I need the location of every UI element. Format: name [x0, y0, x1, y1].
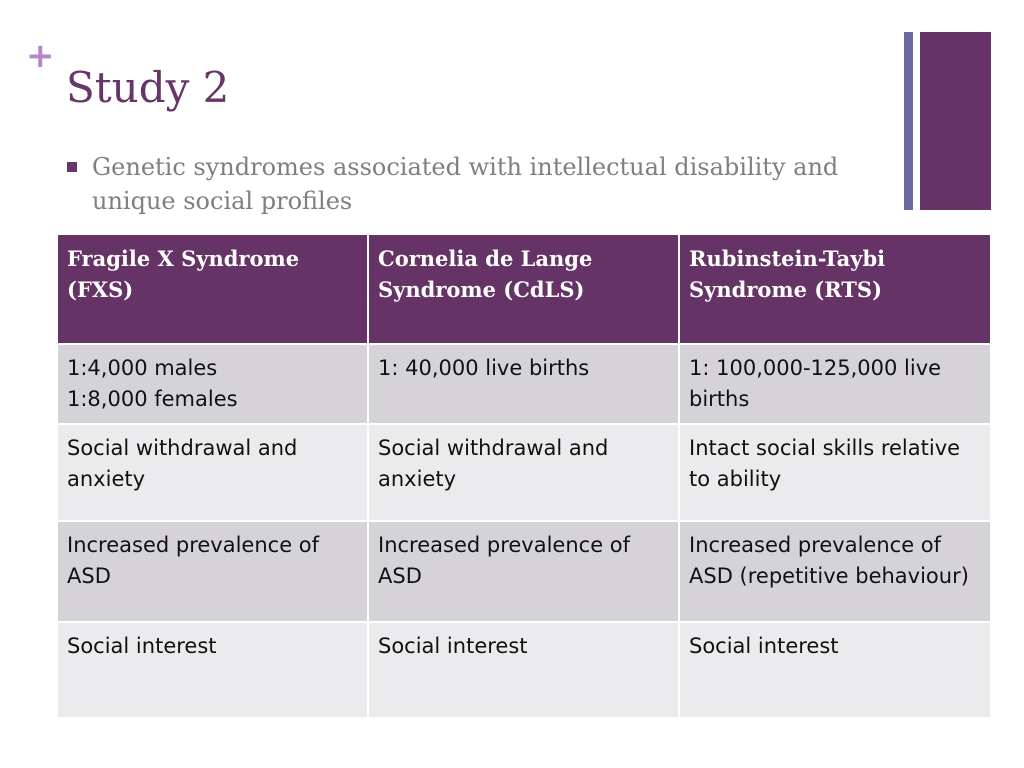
bullet-text: Genetic syndromes associated with intellectual disability and unique social profiles	[92, 153, 839, 215]
header-fxs: Fragile X Syndrome (FXS)	[57, 234, 368, 344]
bullet-item	[66, 150, 856, 218]
table-row-social-profile	[57, 424, 991, 521]
table-cell	[57, 424, 368, 521]
cell-line: 1: 40,000 live births	[378, 356, 590, 380]
decorative-bar-thick	[920, 32, 991, 210]
header-cdls: Cornelia de Lange Syndrome (CdLS)	[368, 234, 679, 344]
cell-line: Social interest	[689, 634, 839, 658]
cell-line: Increased prevalence of ASD	[378, 533, 631, 588]
table-cell	[679, 344, 991, 424]
table-cell	[679, 424, 991, 521]
table-cell	[57, 344, 368, 424]
table-row-prevalence	[57, 344, 991, 424]
decorative-bar-thin	[904, 32, 913, 210]
table-cell	[57, 622, 368, 718]
table-header-row	[57, 234, 991, 344]
table-cell	[679, 622, 991, 718]
slide-title: Study 2	[66, 63, 230, 112]
cell-line: Social interest	[378, 634, 528, 658]
cell-line: 1: 100,000-125,000 live births	[689, 356, 942, 411]
cell-line: Social withdrawal and anxiety	[67, 436, 298, 491]
cell-line: Intact social skills relative to ability	[689, 436, 961, 491]
cell-line: 1:8,000 females	[67, 387, 238, 411]
table-cell	[368, 521, 679, 622]
table-row-asd	[57, 521, 991, 622]
table-cell	[368, 344, 679, 424]
syndrome-table	[56, 233, 992, 719]
header-rts: Rubinstein-Taybi Syndrome (RTS)	[679, 234, 991, 344]
cell-line: Increased prevalence of ASD	[67, 533, 320, 588]
table-cell	[368, 622, 679, 718]
table-cell	[57, 521, 368, 622]
table-cell	[679, 521, 991, 622]
table-cell	[368, 424, 679, 521]
cell-line: Social interest	[67, 634, 217, 658]
table-row-social-interest	[57, 622, 991, 718]
square-bullet-icon	[67, 162, 77, 172]
cell-line: Increased prevalence of ASD (repetitive behaviour)	[689, 533, 969, 588]
cell-line: Social withdrawal and anxiety	[378, 436, 609, 491]
plus-icon: +	[26, 36, 55, 76]
cell-line: 1:4,000 males	[67, 356, 218, 380]
